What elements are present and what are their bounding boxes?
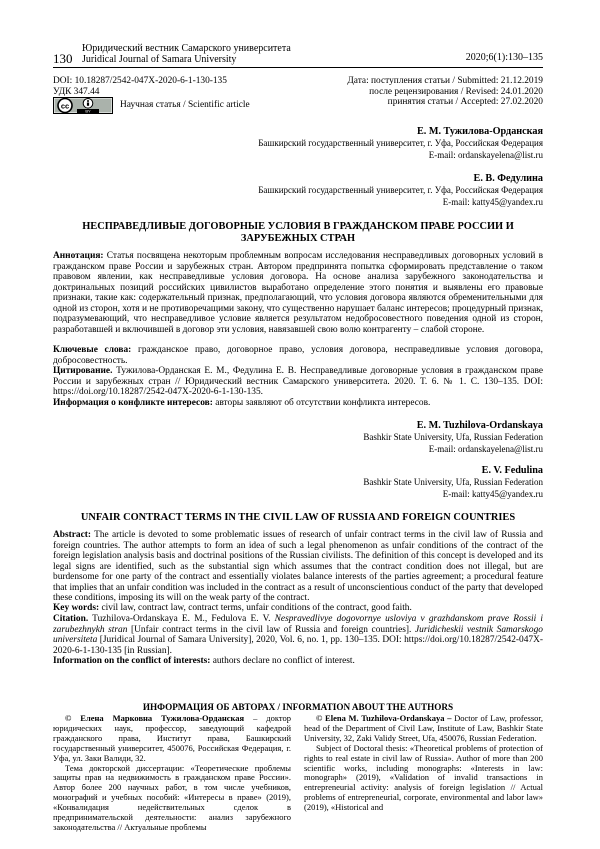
- conflict-ru-text: авторы заявляют об отсутствии конфликта интересов.: [212, 398, 431, 408]
- author-email[interactable]: E-mail: katty45@yandex.ru: [442, 488, 543, 499]
- doi[interactable]: DOI: 10.18287/2542-047X-2020-6-1-130-135: [53, 76, 227, 86]
- author-name: Е. М. Тужилова-Орданская: [416, 126, 543, 137]
- journal-name-en: Juridical Journal of Samara University: [82, 54, 237, 65]
- author-en-1: [363, 419, 543, 455]
- article-ids: [53, 76, 227, 97]
- volume-info: 2020;6(1):130–135: [465, 52, 543, 63]
- date-revised: после рецензирования / Revised: 24.01.2020: [369, 86, 543, 97]
- svg-text:cc: cc: [60, 101, 70, 111]
- citation-ru: [53, 366, 543, 398]
- citation-en-journal-italic: Juridicheskii vestnik Samarskogo universiteta: [53, 624, 543, 645]
- journal-name-ru: Юридический вестник Самарского университета: [82, 43, 291, 54]
- author-affiliation: Bashkir State University, Ufa, Russian Federation: [363, 477, 543, 487]
- keywords-ru: [53, 345, 543, 366]
- conflict-en-label: Information on the conflict of interests:: [53, 656, 211, 666]
- title-en: UNFAIR CONTRACT TERMS IN THE CIVIL LAW OF RUSSIA AND FOREIGN COUNTRIES: [80, 512, 516, 523]
- journal-name: [82, 43, 291, 65]
- keywords-ru-label: Ключевые слова:: [53, 345, 132, 355]
- article-type: Научная статья / Scientific article: [120, 100, 250, 110]
- keywords-en-label: Key words:: [53, 603, 100, 613]
- cc-license-badge[interactable]: [53, 97, 113, 114]
- citation-en-title-italic: Nespravedlivye dogovornye usloviya v grazhdanskom prave Rossii i zarubezhnykh stran: [53, 614, 543, 635]
- page-number: 130: [53, 51, 73, 66]
- author-affiliation: Bashkir State University, Ufa, Russian Federation: [363, 432, 543, 442]
- author-affiliation: Башкирский государственный университет, г. Уфа, Российская Федерация: [258, 185, 543, 195]
- abstract-ru-text: Статья посвящена некоторым проблемным вопросам исследования несправедливых договорных условий в гражданском праве России и зарубежных стран. Автором предпринята попытка сформировать представление о таком правовом явлении, как несправедливые условия договора. На основе анализа зарубежного законодательства и доктринальных позиций российских цивилистов выработано определение этого понятия и выявлены его правовые признаки, такие как: содержательный признак, предполагающий, что условия договора являются обременительными для одной из сторон, хотя и не противоречащими закону, что существенно нарушает баланс интересов; процедурный признак, подразумевающий, что несправедливое условие является результатом недобросовестного поведения одной из сторон, разработавшей и включившей в договор эти условия, навязавшей свою волю контрагенту – слабой стороне.: [53, 251, 543, 335]
- author-email[interactable]: E-mail: katty45@yandex.ru: [442, 196, 543, 207]
- article-dates: [347, 76, 543, 108]
- info-ru-thesis: Тема докторской диссертации: «Теоретические проблемы защиты прав на недвижимость в гражданском праве России». Автор более 200 научных работ, в том числе учебников, монографий и учебных пособий: «Интересы в праве» (2019), «Конвалидация недействительных сделок в предпринимательской деятельности: анализ зарубежного законодательства // Актуальные проблемы: [53, 762, 291, 832]
- date-accepted: принятия статьи / Accepted: 27.02.2020: [387, 97, 543, 108]
- citation-en-text-b: [Unfair contract terms in the civil law of Russia and foreign countries].: [127, 624, 415, 635]
- running-header: [53, 43, 543, 68]
- citation-en-label: Citation.: [53, 614, 89, 624]
- info-column-ru: [53, 714, 291, 833]
- conflict-ru: [53, 398, 543, 409]
- author-name: E. M. Tuzhilova-Ordanskaya: [416, 420, 543, 431]
- author-name: E. V. Fedulina: [481, 465, 543, 476]
- conflict-en: [53, 656, 543, 667]
- cc-badge-text: BY: [85, 108, 91, 114]
- conflict-en-text: authors declare no conflict of interest.: [210, 656, 355, 666]
- abstract-en-text: The article is devoted to some problematic issues of research of unfair contract terms in the civil law of Russia and foreign countries. The author attempts to form an idea of such a legal phenomenon as unfair conditions of the contract of the foreign legislation analysis basis and doctrinal positions of the Russian civilists. The definition of this concept is developed and its legal signs are identified, such as the substantial sign which assumes that the contract condition does not illegal, but are burdensome for one party of the contract and essentially violates balance interests of the parties agreement; a procedural feature that implies that an unfair condition was included in the contract as a result of unconscientious conduct of the party that developed these conditions, imposing its will on the weak party of the contract.: [53, 530, 543, 603]
- keywords-en-text: civil law, contract law, contract terms, unfair conditions of the contract, good faith.: [99, 603, 412, 613]
- info-ru-bio: – доктор юридических наук, профессор, заведующий кафедрой гражданского права, Институт права, Башкирский государственный университет, 450076, Российская Федерация, г. Уфа, ул. Заки Валиди, 32.: [53, 713, 291, 763]
- keywords-ru-text: гражданское право, договорное право, условия договора, несправедливые условия договора, добросовестность.: [53, 345, 543, 366]
- author-ru-2: [258, 172, 543, 208]
- citation-en-text-a: Tuzhilova-Ordanskaya E. M., Fedulova E. V.: [88, 614, 275, 624]
- citation-ru-label: Цитирование.: [53, 366, 113, 376]
- info-en-bio: Doctor of Law, professor, head of the Department of Civil Law, Institute of Law, Bashkir State University, 32, Zaki Validy Street, Ufa, 450076, Russian Federation.: [304, 713, 544, 743]
- info-section-title: ИНФОРМАЦИЯ ОБ АВТОРАХ / INFORMATION ABOUT THE AUTHORS: [142, 702, 454, 712]
- author-email[interactable]: E-mail: ordanskayelena@list.ru: [428, 149, 543, 160]
- abstract-en: [53, 530, 543, 604]
- info-en-thesis: Subject of Doctoral thesis: «Theoretical problems of protection of rights to real estate in civil law of Russia». Author of more than 200 scientific works, including monographs: «Interests in law: monograph» (2019), «Validation of invalid transactions in entrepreneurial activity: analysis of foreign legislation // Actual problems of entrepreneurial, corporate, environmental and labor law» (2019), «Historical and: [304, 742, 543, 813]
- author-affiliation: Башкирский государственный университет, г. Уфа, Российская Федерация: [258, 138, 543, 148]
- info-en-name: © Elena M. Tuzhilova-Ordanskaya –: [316, 713, 452, 723]
- author-ru-1: [258, 125, 543, 161]
- conflict-ru-label: Информация о конфликте интересов:: [53, 398, 213, 408]
- keywords-en: [53, 603, 543, 614]
- date-submitted: Дата: поступления статьи / Submitted: 21.12.2019: [347, 76, 543, 86]
- info-ru-name: © Елена Марковна Тужилова-Орданская: [65, 713, 245, 723]
- abstract-en-label: Abstract:: [53, 530, 92, 540]
- citation-ru-text: Тужилова-Орданская Е. М., Федулина Е. В. Несправедливые договорные условия в гражданском праве России и зарубежных стран // Юридический вестник Самарского университета. 2020. Т. 6. № 1. С. 130–135. DOI: https://doi.org/10.18287/2542-047X-2020-6-1-130-135.: [53, 366, 543, 397]
- author-email[interactable]: E-mail: ordanskayelena@list.ru: [428, 443, 543, 454]
- citation-en-text-c: [Juridical Journal of Samara University], 2020, Vol. 6, no. 1, pp. 130–135. DOI: https://doi.org/10.18287/2542-047X-2020-6-1-130-135 [in Russian].: [53, 635, 543, 656]
- abstract-ru: [53, 251, 543, 335]
- author-name: Е. В. Федулина: [473, 173, 543, 184]
- author-en-2: [363, 464, 543, 500]
- title-ru: НЕСПРАВЕДЛИВЫЕ ДОГОВОРНЫЕ УСЛОВИЯ В ГРАЖДАНСКОМ ПРАВЕ РОССИИ И ЗАРУБЕЖНЫХ СТРАН: [82, 221, 514, 244]
- abstract-ru-label: Аннотация:: [53, 251, 104, 261]
- citation-en: [53, 614, 543, 656]
- udc: УДК 347.44: [53, 86, 100, 97]
- info-column-en: [304, 714, 543, 813]
